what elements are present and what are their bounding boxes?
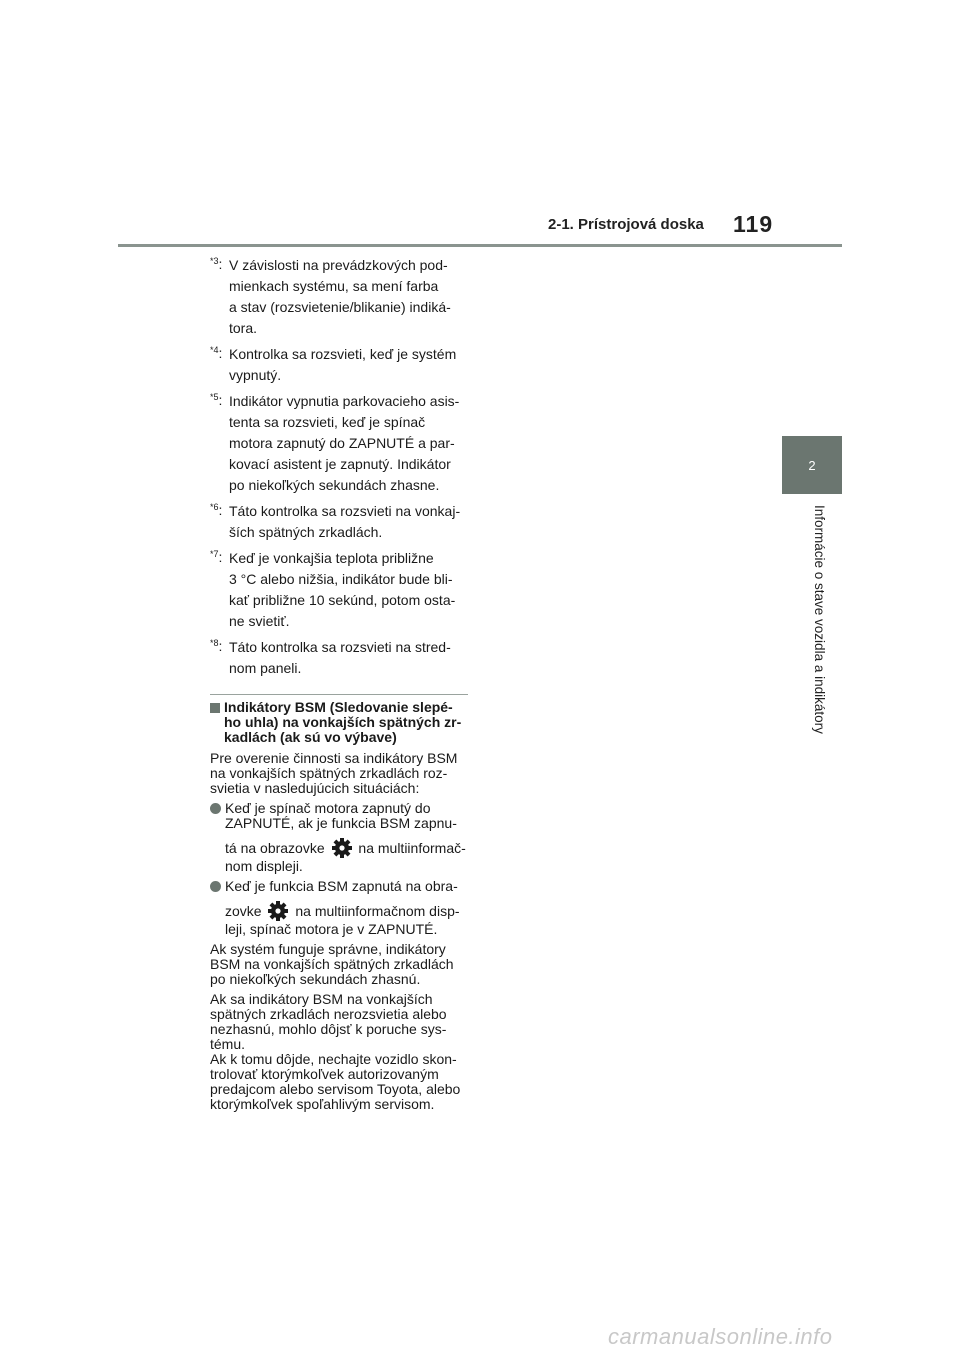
bullet-text-before-icon: tá na obrazovke bbox=[225, 840, 325, 856]
footnote-marker: $^{*4}$: bbox=[210, 345, 223, 361]
watermark: carmanualsonline.info bbox=[608, 1324, 833, 1349]
bullet-text-before-icon: zovke bbox=[225, 903, 262, 919]
footnote-marker: $^{*7}$: bbox=[210, 549, 223, 565]
bsm-heading-text: Indikátory BSM (Sledovanie slepé- ho uhla) na vonkajších spätných zr- kadlách (ak sú vo výbave) bbox=[224, 699, 462, 745]
footnote-marker: $^{*6}$: bbox=[210, 502, 223, 518]
footnote-marker: $^{*5}$: bbox=[210, 392, 223, 408]
footnote-text: Táto kontrolka sa rozsvieti na vonkaj- ších spätných zrkadlách. bbox=[229, 503, 461, 540]
footnote-item bbox=[210, 255, 470, 339]
bullet-item bbox=[210, 801, 470, 874]
bullet-continuation bbox=[225, 837, 470, 874]
bsm-intro: Pre overenie činnosti sa indikátory BSM na vonkajších spätných zrkadlách roz- svietia v nasledujúcich situáciách: bbox=[210, 750, 458, 796]
bullet-continuation bbox=[225, 900, 470, 937]
footnote-item bbox=[210, 501, 470, 543]
bullet-text-after-icon: na multiinformač- nom displeji. bbox=[225, 840, 466, 874]
bullet-text: Keď je funkcia BSM zapnutá na obra- bbox=[225, 878, 458, 894]
bsm-fault-paragraph: Ak sa indikátory BSM na vonkajších spätných zrkadlách nerozsvietia alebo nezhasnú, mohlo dôjsť k poruche sys- tému. Ak k tomu dôjde, nechajte vozidlo skon- trolovať ktorýmkoľvek autorizovaným predajcom alebo servisom Toyota, alebo ktorýmkoľvek spoľahlivým servisom. bbox=[210, 991, 461, 1112]
gear-icon bbox=[331, 837, 353, 859]
footnote-text: V závislosti na prevádzkových pod- mienkach systému, sa mení farba a stav (rozsvietenie/blikanie) indiká- tora. bbox=[229, 257, 451, 336]
content-column bbox=[210, 255, 470, 1117]
footnote-marker: $^{*8}$: bbox=[210, 638, 223, 654]
footnote-item bbox=[210, 391, 470, 496]
circle-bullet-icon bbox=[210, 803, 221, 814]
bullet-item bbox=[210, 879, 470, 937]
chapter-title: Informácie o stave vozidla a indikátory bbox=[812, 505, 827, 734]
gear-icon bbox=[267, 900, 289, 922]
section-divider bbox=[210, 694, 468, 695]
footnote-item bbox=[210, 637, 470, 679]
bsm-normal-paragraph: Ak systém funguje správne, indikátory BSM na vonkajších spätných zrkadlách po niekoľkých sekundách zhasnú. bbox=[210, 941, 454, 987]
footnote-text: Keď je vonkajšia teplota približne 3 °C alebo nižšia, indikátor bude bli- kať približne 10 sekúnd, potom osta- ne svietiť. bbox=[229, 550, 456, 629]
footnote-marker: $^{*3}$: bbox=[210, 256, 223, 272]
header-divider bbox=[118, 244, 842, 247]
footnote-item bbox=[210, 548, 470, 632]
page-number: 119 bbox=[733, 211, 774, 237]
footnote-item bbox=[210, 344, 470, 386]
bullet-text: Keď je spínač motora zapnutý do ZAPNUTÉ, ak je funkcia BSM zapnu- bbox=[225, 800, 457, 831]
square-icon bbox=[210, 703, 220, 713]
footnote-text: Táto kontrolka sa rozsvieti na stred- nom paneli. bbox=[229, 639, 451, 676]
footnote-text: Indikátor vypnutia parkovacieho asis- tenta sa rozsvieti, keď je spínač motora zapnutý do ZAPNUTÉ a par- kovací asistent je zapnutý. Indikátor po niekoľkých sekundách zhasne. bbox=[229, 393, 460, 493]
footnote-text: Kontrolka sa rozsvieti, keď je systém vypnutý. bbox=[229, 346, 457, 383]
chapter-tab[interactable] bbox=[782, 436, 842, 494]
bullet-text-after-icon: na multiinformačnom disp- leji, spínač motora je v ZAPNUTÉ. bbox=[225, 903, 460, 937]
bsm-heading bbox=[210, 700, 470, 745]
chapter-number: 2 bbox=[808, 457, 816, 473]
circle-bullet-icon bbox=[210, 881, 221, 892]
section-title: 2-1. Prístrojová doska bbox=[548, 216, 704, 233]
